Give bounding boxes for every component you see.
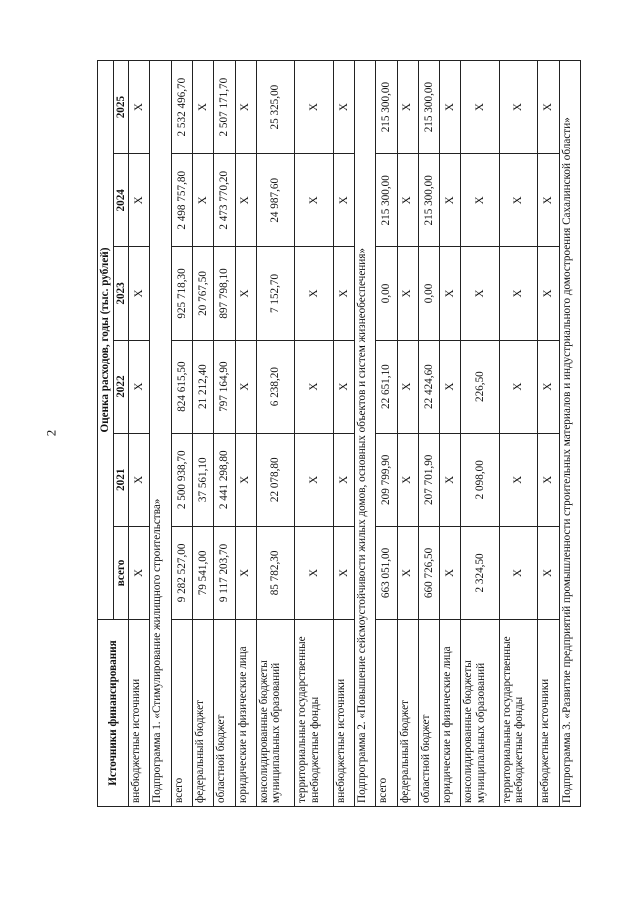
table-cell: X (499, 340, 537, 433)
table-cell: 22 078,80 (256, 433, 294, 526)
table-cell: X (333, 61, 354, 154)
table-cell: X (440, 433, 461, 526)
subprogram-title: Подпрограмма 3. «Развитие предприятий промышленности строительных материалов и индустриального домостроения Сахалинской области» (559, 61, 580, 807)
table-cell: X (499, 247, 537, 340)
page-number: 2 (43, 429, 59, 437)
table-row (256, 61, 294, 807)
subprogram-row (354, 61, 375, 807)
table-cell: X (397, 154, 418, 247)
table-cell: X (461, 61, 499, 154)
table-cell: 24 987,60 (256, 154, 294, 247)
table-cell: X (192, 61, 213, 154)
table-cell: X (440, 61, 461, 154)
table-cell: X (333, 247, 354, 340)
table-row (538, 61, 559, 807)
table-cell: 2 500 938,70 (171, 433, 192, 526)
table-cell: X (129, 433, 150, 526)
table-cell: X (333, 433, 354, 526)
table-row (376, 61, 397, 807)
row-label: юридические и физические лица (440, 620, 461, 807)
table-row (235, 61, 256, 807)
table-cell: X (440, 340, 461, 433)
table-cell: X (397, 526, 418, 619)
table-cell: X (333, 154, 354, 247)
table-cell: 37 561,10 (192, 433, 213, 526)
table-cell: 85 782,30 (256, 526, 294, 619)
table-row (192, 61, 213, 807)
table-cell: 0,00 (418, 247, 439, 340)
table-cell: X (295, 340, 333, 433)
table-cell: X (538, 340, 559, 433)
row-label: юридические и физические лица (235, 620, 256, 807)
row-label: консолидированные бюджеты муниципальных образований (256, 620, 294, 807)
table-cell: 797 164,90 (214, 340, 235, 433)
table-cell: 925 718,30 (171, 247, 192, 340)
table-cell: X (129, 526, 150, 619)
table-cell: X (538, 154, 559, 247)
table-cell: X (538, 433, 559, 526)
table-cell: 21 212,40 (192, 340, 213, 433)
table-cell: 79 541,00 (192, 526, 213, 619)
table-cell: X (295, 526, 333, 619)
table-cell: 824 615,50 (171, 340, 192, 433)
table-cell: 22 424,60 (418, 340, 439, 433)
subprogram-row (559, 61, 580, 807)
row-label: областной бюджет (214, 620, 235, 807)
table-body (129, 61, 581, 807)
table-cell: X (499, 61, 537, 154)
table-row (440, 61, 461, 807)
table-cell: 209 799,90 (376, 433, 397, 526)
table-cell: 6 238,20 (256, 340, 294, 433)
table-cell: X (235, 247, 256, 340)
table-cell: X (440, 247, 461, 340)
table-cell: 9 117 203,70 (214, 526, 235, 619)
table-cell: 25 325,00 (256, 61, 294, 154)
row-label: всего (376, 620, 397, 807)
row-label: территориальные государственные внебюджетные фонды (295, 620, 333, 807)
year-header: 2025 (113, 61, 129, 154)
row-label: всего (171, 620, 192, 807)
table-cell: X (499, 154, 537, 247)
table-cell: 663 051,00 (376, 526, 397, 619)
year-header: всего (113, 526, 129, 619)
table-cell: X (333, 340, 354, 433)
year-header: 2022 (113, 340, 129, 433)
table-cell: 7 152,70 (256, 247, 294, 340)
row-label: внебюджетные источники (129, 620, 150, 807)
table-cell: X (295, 61, 333, 154)
table-cell: X (538, 526, 559, 619)
subprogram-title: Подпрограмма 2. «Повышение сейсмоустойчивости жилых домов, основных объектов и систем жизнеобеспечения» (354, 61, 375, 807)
table-cell: X (129, 154, 150, 247)
table-cell: X (129, 340, 150, 433)
table-cell: X (295, 433, 333, 526)
table-cell: 215 300,00 (376, 154, 397, 247)
table-cell: 215 300,00 (376, 61, 397, 154)
table-cell: 2 324,50 (461, 526, 499, 619)
row-label: консолидированные бюджеты муниципальных образований (461, 620, 499, 807)
table-row (397, 61, 418, 807)
table-cell: X (499, 433, 537, 526)
table-cell: X (440, 526, 461, 619)
table-cell: 897 798,10 (214, 247, 235, 340)
table-cell: X (295, 154, 333, 247)
table-cell: X (192, 154, 213, 247)
row-label: территориальные государственные внебюджетные фонды (499, 620, 537, 807)
table-cell: 2 098,00 (461, 433, 499, 526)
rotated-table-container (97, 60, 581, 807)
row-label: областной бюджет (418, 620, 439, 807)
row-label: внебюджетные источники (538, 620, 559, 807)
table-cell: X (397, 61, 418, 154)
table-cell: 20 767,50 (192, 247, 213, 340)
table-cell: X (397, 340, 418, 433)
table-cell: X (235, 526, 256, 619)
row-label: федеральный бюджет (397, 620, 418, 807)
table-cell: X (129, 61, 150, 154)
year-header: 2024 (113, 154, 129, 247)
table-cell: X (397, 247, 418, 340)
year-header: 2021 (113, 433, 129, 526)
table-cell: 2 532 496,70 (171, 61, 192, 154)
table-cell: 215 300,00 (418, 154, 439, 247)
table-cell: 226,50 (461, 340, 499, 433)
year-header: 2023 (113, 247, 129, 340)
table-cell: X (235, 433, 256, 526)
table-cell: 215 300,00 (418, 61, 439, 154)
table-cell: X (538, 247, 559, 340)
table-cell: 660 726,50 (418, 526, 439, 619)
table-row (171, 61, 192, 807)
table-cell: X (397, 433, 418, 526)
table-row (214, 61, 235, 807)
row-label: внебюджетные источники (333, 620, 354, 807)
table-row (461, 61, 499, 807)
table-cell: X (461, 154, 499, 247)
row-label: федеральный бюджет (192, 620, 213, 807)
table-cell: 9 282 527,00 (171, 526, 192, 619)
table-row (333, 61, 354, 807)
table-row (499, 61, 537, 807)
table-cell: X (235, 61, 256, 154)
table-cell: 2 498 757,80 (171, 154, 192, 247)
table-cell: 0,00 (376, 247, 397, 340)
table-cell: X (295, 247, 333, 340)
table-cell: X (333, 526, 354, 619)
table-cell: X (499, 526, 537, 619)
subprogram-row (150, 61, 171, 807)
table-cell: 2 507 171,70 (214, 61, 235, 154)
table-cell: X (440, 154, 461, 247)
source-column-header: Источники финансирования (98, 620, 129, 807)
header-row-group (98, 61, 114, 807)
table-cell: X (461, 247, 499, 340)
table-row (418, 61, 439, 807)
table-cell: X (235, 340, 256, 433)
table-cell: 2 473 770,20 (214, 154, 235, 247)
financing-table (97, 60, 581, 807)
subprogram-title: Подпрограмма 1. «Стимулирование жилищного строительства» (150, 61, 171, 807)
table-cell: 22 651,10 (376, 340, 397, 433)
table-cell: 2 441 298,80 (214, 433, 235, 526)
table-cell: X (235, 154, 256, 247)
table-cell: 207 701,90 (418, 433, 439, 526)
table-cell: X (538, 61, 559, 154)
table-cell: X (129, 247, 150, 340)
estimate-group-header: Оценка расходов, годы (тыс. рублей) (98, 61, 114, 620)
table-row (129, 61, 150, 807)
table-row (295, 61, 333, 807)
